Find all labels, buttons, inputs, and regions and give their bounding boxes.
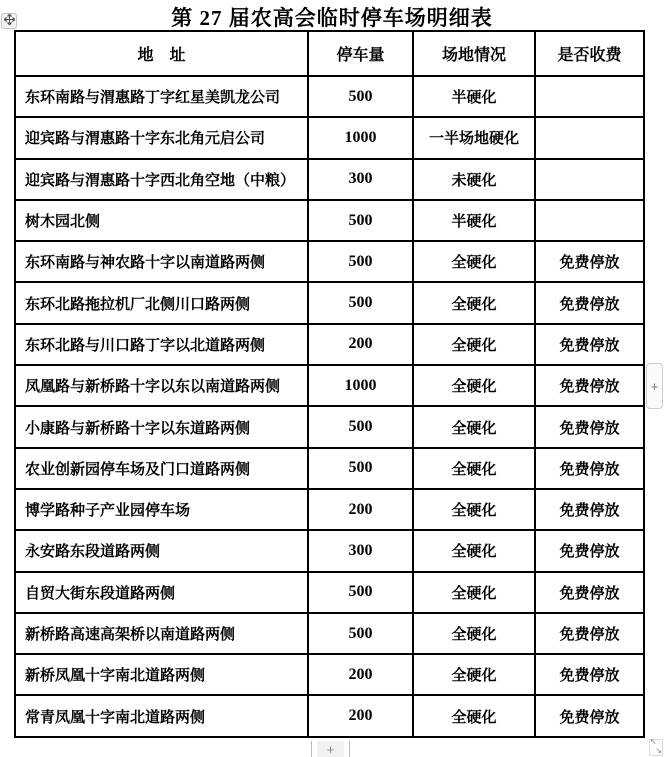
cell-address[interactable]: 东环北路与川口路丁字以北道路两侧 [15, 324, 308, 365]
table-row [15, 613, 644, 654]
table-row [15, 117, 644, 158]
cell-address[interactable]: 小康路与新桥路十字以东道路两侧 [15, 406, 308, 447]
table-row [15, 159, 644, 200]
cell-condition[interactable]: 全硬化 [413, 572, 535, 613]
cell-capacity[interactable]: 500 [308, 448, 413, 489]
table-row [15, 448, 644, 489]
table-row [15, 572, 644, 613]
table-row [15, 324, 644, 365]
cell-fee[interactable]: 免费停放 [535, 572, 644, 613]
page-title: 第 27 届农高会临时停车场明细表 [171, 6, 493, 30]
cell-fee[interactable] [535, 76, 644, 117]
plus-icon: + [650, 378, 659, 394]
cell-condition[interactable]: 一半场地硬化 [413, 117, 535, 158]
cell-fee[interactable] [535, 117, 644, 158]
table-row [15, 76, 644, 117]
cell-condition[interactable]: 全硬化 [413, 365, 535, 406]
parking-table [14, 30, 645, 738]
cell-condition[interactable]: 全硬化 [413, 695, 535, 736]
table-header-row [15, 31, 644, 76]
header-fee[interactable]: 是否收费 [535, 31, 644, 76]
add-column-button[interactable] [646, 363, 663, 409]
cell-capacity[interactable]: 200 [308, 654, 413, 695]
cell-address[interactable]: 迎宾路与渭惠路十字东北角元启公司 [15, 117, 308, 158]
cell-address[interactable]: 东环北路拖拉机厂北侧川口路两侧 [15, 282, 308, 323]
cell-capacity[interactable]: 500 [308, 76, 413, 117]
cell-capacity[interactable]: 500 [308, 241, 413, 282]
cell-capacity[interactable]: 500 [308, 406, 413, 447]
cell-capacity[interactable]: 500 [308, 282, 413, 323]
table-move-handle[interactable] [1, 13, 17, 29]
cell-address[interactable]: 新桥凤凰十字南北道路两侧 [15, 654, 308, 695]
cell-condition[interactable]: 全硬化 [413, 448, 535, 489]
cell-capacity[interactable]: 300 [308, 159, 413, 200]
cell-fee[interactable]: 免费停放 [535, 448, 644, 489]
cell-fee[interactable]: 免费停放 [535, 241, 644, 282]
table-row [15, 489, 644, 530]
cell-fee[interactable]: 免费停放 [535, 489, 644, 530]
cell-condition[interactable]: 全硬化 [413, 324, 535, 365]
cell-fee[interactable] [535, 200, 644, 241]
cell-fee[interactable]: 免费停放 [535, 365, 644, 406]
cell-address[interactable]: 自贸大街东段道路两侧 [15, 572, 308, 613]
cell-fee[interactable] [535, 159, 644, 200]
cell-fee[interactable]: 免费停放 [535, 530, 644, 571]
cell-condition[interactable]: 未硬化 [413, 159, 535, 200]
cell-condition[interactable]: 全硬化 [413, 530, 535, 571]
cell-condition[interactable]: 全硬化 [413, 241, 535, 282]
cell-capacity[interactable]: 300 [308, 530, 413, 571]
table-row [15, 530, 644, 571]
table-row [15, 695, 644, 736]
table-body [15, 76, 644, 737]
scrollbar-tick-left [311, 741, 312, 757]
cell-fee[interactable]: 免费停放 [535, 654, 644, 695]
cell-address[interactable]: 永安路东段道路两侧 [15, 530, 308, 571]
cell-address[interactable]: 博学路种子产业园停车场 [15, 489, 308, 530]
cell-capacity[interactable]: 1000 [308, 365, 413, 406]
cell-capacity[interactable]: 1000 [308, 117, 413, 158]
cell-address[interactable]: 树木园北侧 [15, 200, 308, 241]
cell-condition[interactable]: 全硬化 [413, 282, 535, 323]
add-row-button[interactable] [317, 741, 344, 757]
header-address[interactable]: 地 址 [15, 31, 308, 76]
cell-fee[interactable]: 免费停放 [535, 406, 644, 447]
cell-address[interactable]: 常青凤凰十字南北道路两侧 [15, 695, 308, 736]
cell-address[interactable]: 新桥路高速高架桥以南道路两侧 [15, 613, 308, 654]
cell-capacity[interactable]: 500 [308, 572, 413, 613]
table-row [15, 282, 644, 323]
cell-condition[interactable]: 半硬化 [413, 76, 535, 117]
cell-address[interactable]: 迎宾路与渭惠路十字西北角空地（中粮） [15, 159, 308, 200]
cell-condition[interactable]: 全硬化 [413, 613, 535, 654]
cell-fee[interactable]: 免费停放 [535, 282, 644, 323]
cell-capacity[interactable]: 200 [308, 695, 413, 736]
cell-fee[interactable]: 免费停放 [535, 695, 644, 736]
cell-condition[interactable]: 半硬化 [413, 200, 535, 241]
header-capacity[interactable]: 停车量 [308, 31, 413, 76]
resize-se-arrow-icon: ↘ [655, 746, 662, 755]
cell-address[interactable]: 东环南路与渭惠路丁字红星美凯龙公司 [15, 76, 308, 117]
plus-icon: + [326, 741, 335, 757]
move-icon [4, 12, 15, 30]
cell-address[interactable]: 农业创新园停车场及门口道路两侧 [15, 448, 308, 489]
table-row [15, 241, 644, 282]
table-row [15, 200, 644, 241]
header-condition[interactable]: 场地情况 [413, 31, 535, 76]
table-row [15, 365, 644, 406]
resize-nw-arrow-icon: ↖ [650, 737, 657, 746]
table-row [15, 654, 644, 695]
cell-fee[interactable]: 免费停放 [535, 324, 644, 365]
cell-condition[interactable]: 全硬化 [413, 489, 535, 530]
cell-fee[interactable]: 免费停放 [535, 613, 644, 654]
cell-capacity[interactable]: 200 [308, 324, 413, 365]
cell-address[interactable]: 东环南路与神农路十字以南道路两侧 [15, 241, 308, 282]
cell-capacity[interactable]: 500 [308, 200, 413, 241]
cell-capacity[interactable]: 500 [308, 613, 413, 654]
table-resize-handle[interactable] [649, 739, 663, 756]
table-row [15, 406, 644, 447]
cell-condition[interactable]: 全硬化 [413, 654, 535, 695]
cell-condition[interactable]: 全硬化 [413, 406, 535, 447]
cell-address[interactable]: 凤凰路与新桥路十字以东以南道路两侧 [15, 365, 308, 406]
cell-capacity[interactable]: 200 [308, 489, 413, 530]
scrollbar-tick-right [349, 741, 350, 757]
